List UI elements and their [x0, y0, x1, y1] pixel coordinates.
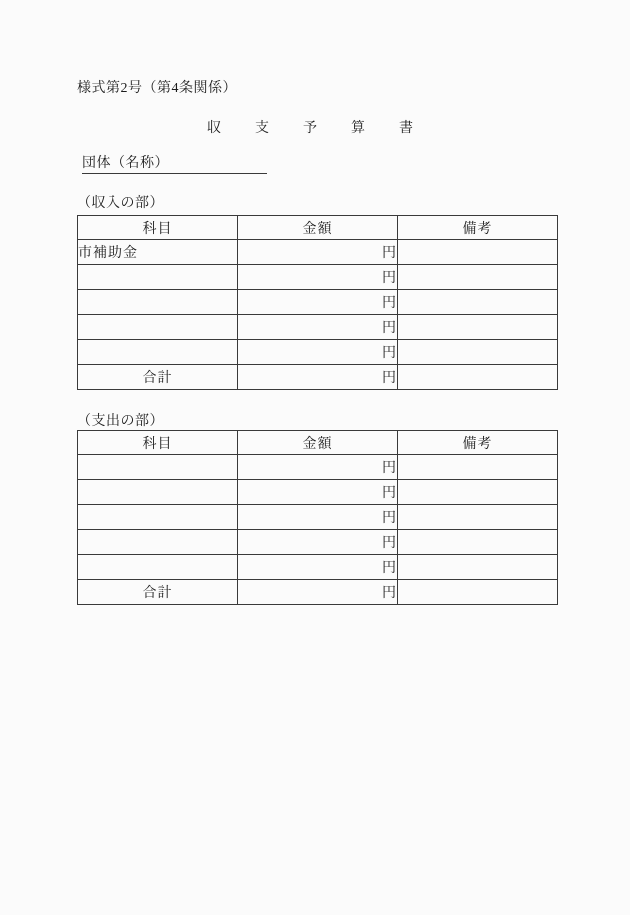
yen-unit-label: 円 — [238, 365, 398, 390]
table-row — [78, 240, 558, 265]
expense-row-note — [398, 480, 558, 505]
table-row — [78, 455, 558, 480]
income-total-label: 合計 — [78, 365, 238, 390]
expense-total-label: 合計 — [78, 580, 238, 605]
expense-table — [77, 430, 558, 605]
income-header-row — [78, 216, 558, 240]
income-row-subject — [78, 315, 238, 340]
yen-unit-label: 円 — [238, 340, 398, 365]
table-row — [78, 315, 558, 340]
income-row-subject — [78, 290, 238, 315]
expense-row-subject — [78, 455, 238, 480]
income-row-note — [398, 290, 558, 315]
expense-total-note — [398, 580, 558, 605]
table-row — [78, 505, 558, 530]
document-title: 収 支 予 算 書 — [207, 121, 423, 136]
table-row — [78, 530, 558, 555]
yen-unit-label: 円 — [238, 240, 398, 265]
expense-row-note — [398, 530, 558, 555]
income-header-amount: 金額 — [238, 216, 398, 240]
organization-name-field — [82, 155, 267, 174]
expense-row-note — [398, 505, 558, 530]
organization-name-label: 団体（名称） — [82, 156, 169, 171]
table-row — [78, 555, 558, 580]
income-row-subject: 市補助金 — [78, 240, 238, 265]
yen-unit-label: 円 — [238, 580, 398, 605]
expense-section-label: （支出の部） — [77, 414, 164, 429]
expense-header-row — [78, 431, 558, 455]
income-row-note — [398, 315, 558, 340]
table-row — [78, 480, 558, 505]
income-row-subject — [78, 340, 238, 365]
expense-header-amount: 金額 — [238, 431, 398, 455]
expense-header-note: 備考 — [398, 431, 558, 455]
income-row-subject — [78, 265, 238, 290]
income-total-row — [78, 365, 558, 390]
yen-unit-label: 円 — [238, 480, 398, 505]
expense-row-subject — [78, 555, 238, 580]
yen-unit-label: 円 — [238, 530, 398, 555]
income-header-note: 備考 — [398, 216, 558, 240]
income-row-note — [398, 265, 558, 290]
yen-unit-label: 円 — [238, 455, 398, 480]
income-table — [77, 215, 558, 390]
income-section-label: （収入の部） — [77, 196, 164, 211]
expense-row-subject — [78, 530, 238, 555]
income-header-subject: 科目 — [78, 216, 238, 240]
income-total-note — [398, 365, 558, 390]
yen-unit-label: 円 — [238, 505, 398, 530]
expense-row-note — [398, 555, 558, 580]
expense-header-subject: 科目 — [78, 431, 238, 455]
table-row — [78, 290, 558, 315]
table-row — [78, 340, 558, 365]
yen-unit-label: 円 — [238, 315, 398, 340]
yen-unit-label: 円 — [238, 555, 398, 580]
income-row-note — [398, 240, 558, 265]
yen-unit-label: 円 — [238, 290, 398, 315]
yen-unit-label: 円 — [238, 265, 398, 290]
income-row-note — [398, 340, 558, 365]
expense-row-note — [398, 455, 558, 480]
expense-total-row — [78, 580, 558, 605]
form-number-label: 様式第2号（第4条関係） — [77, 81, 237, 96]
expense-row-subject — [78, 505, 238, 530]
expense-row-subject — [78, 480, 238, 505]
table-row — [78, 265, 558, 290]
